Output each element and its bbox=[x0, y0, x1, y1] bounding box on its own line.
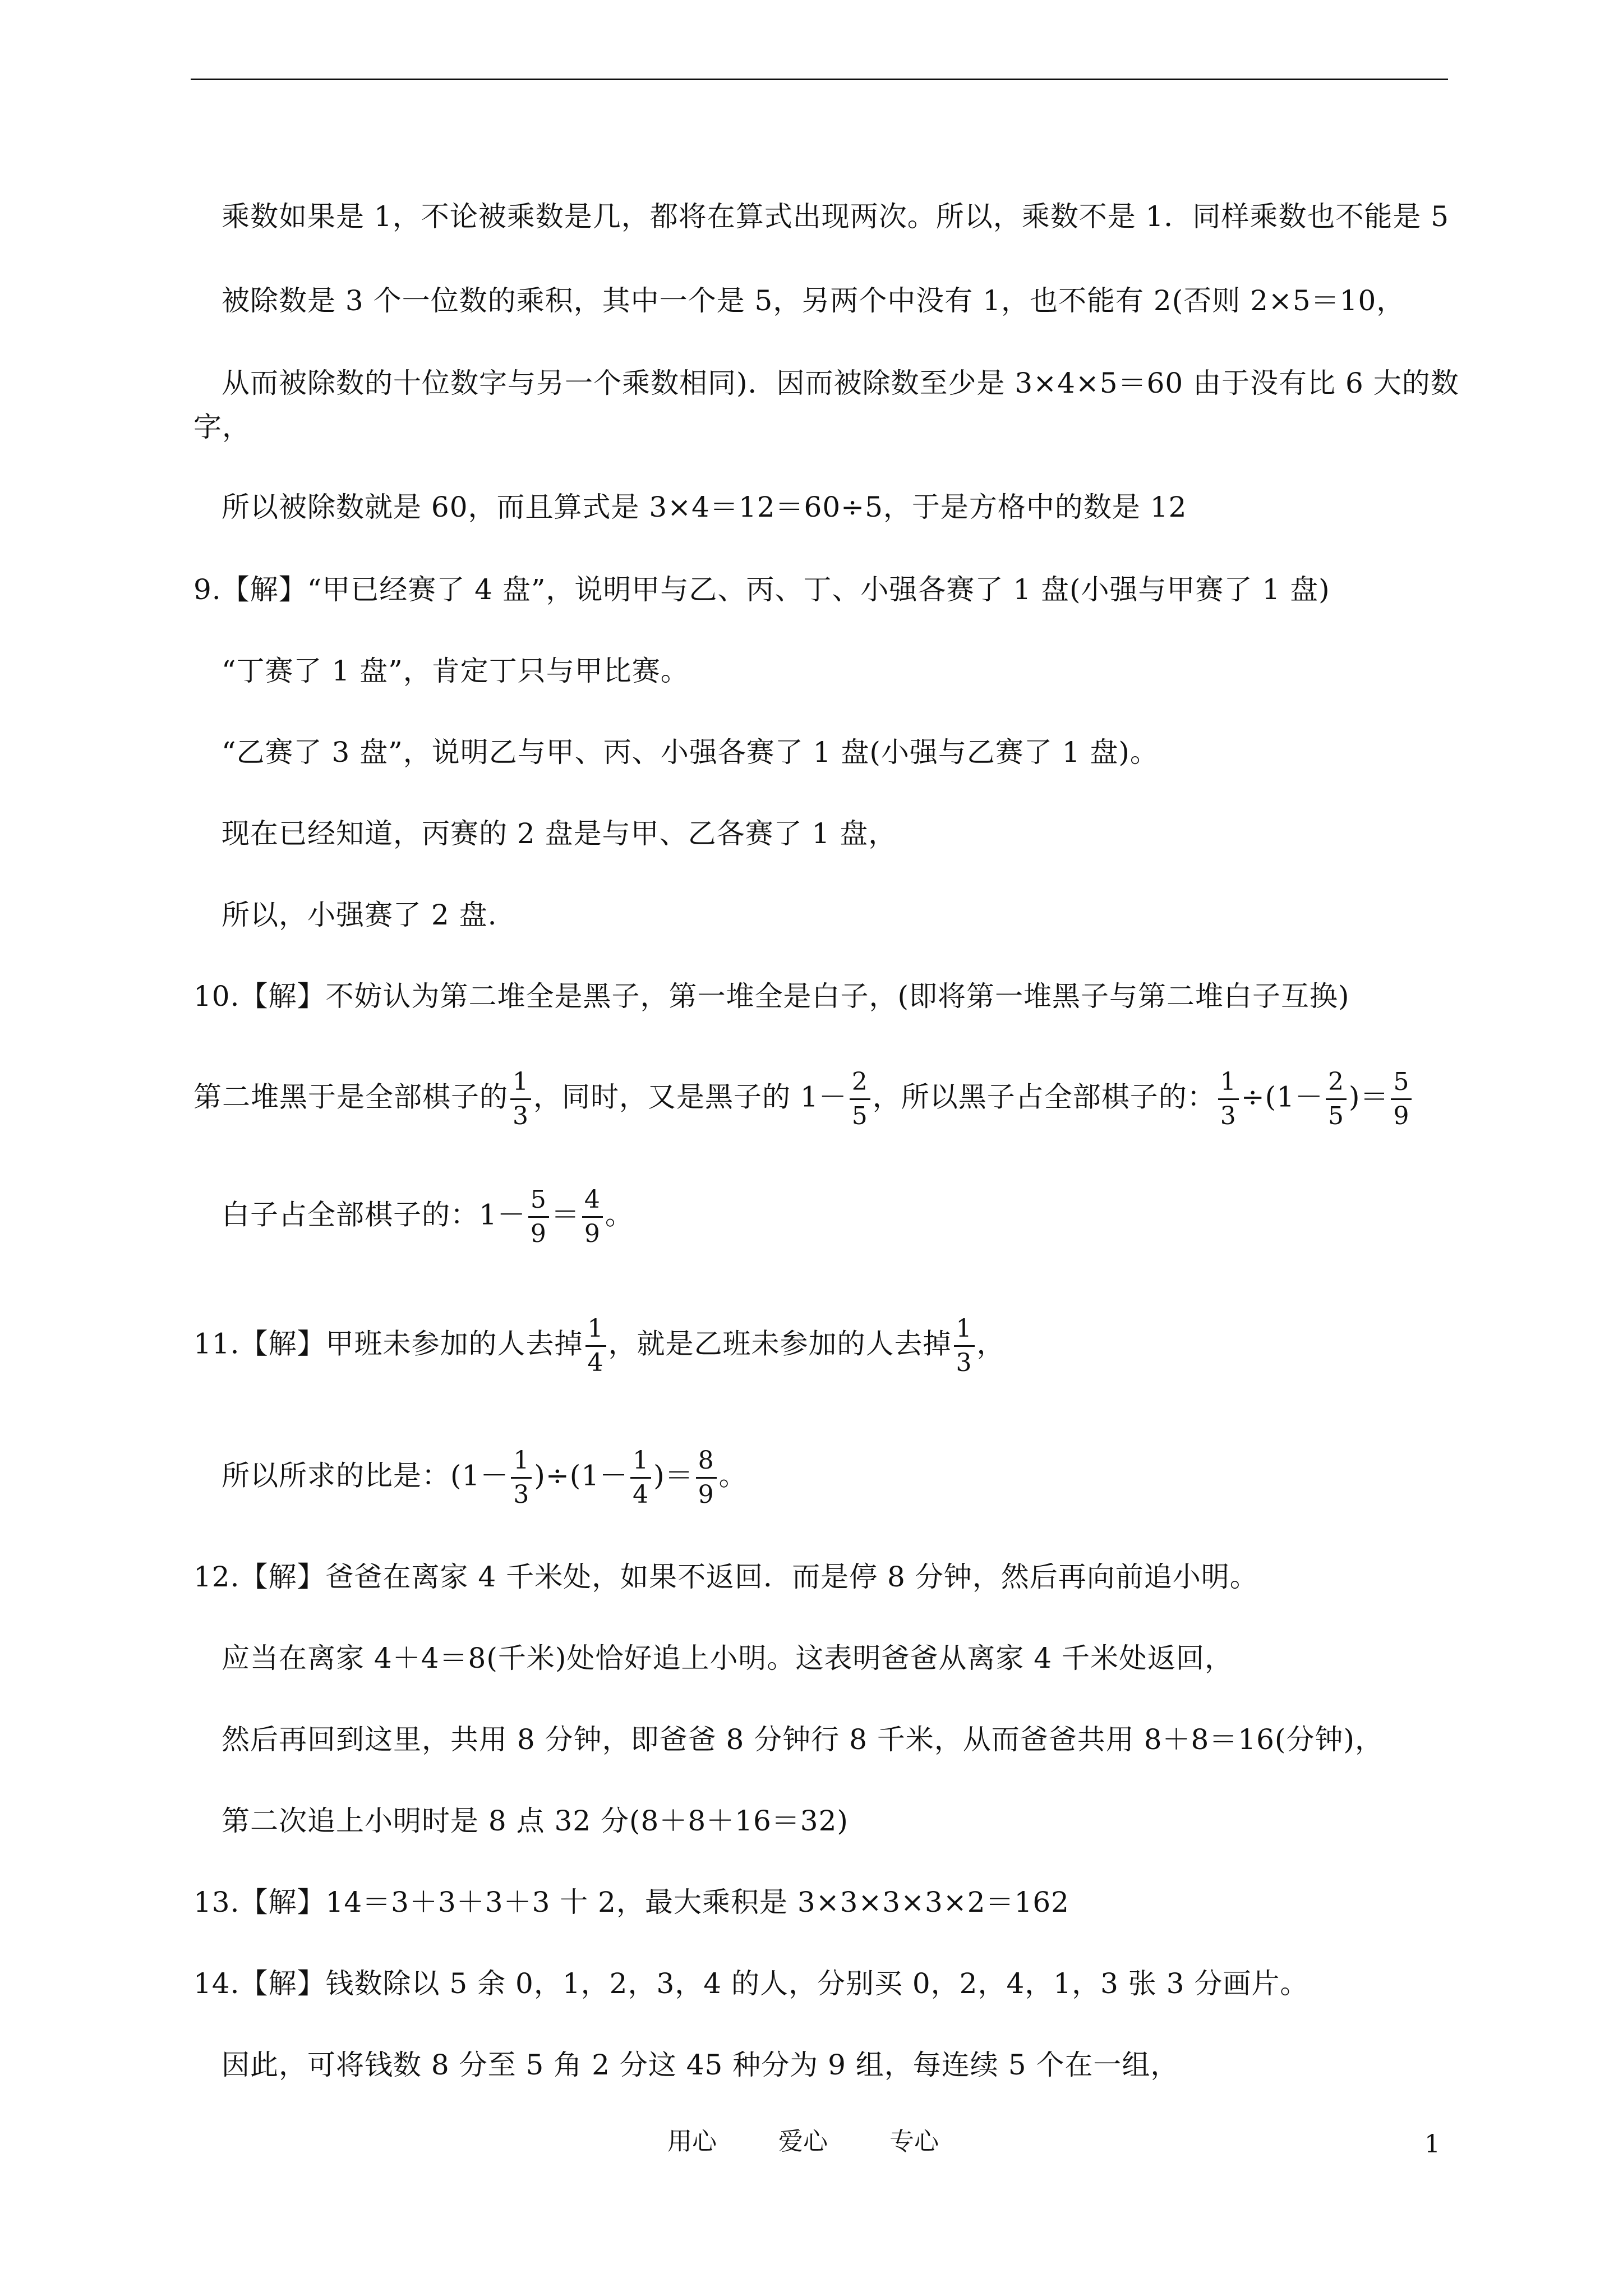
denominator: 9 bbox=[698, 1480, 714, 1509]
numerator: 1 bbox=[633, 1446, 649, 1475]
numerator: 1 bbox=[587, 1314, 604, 1343]
paragraph-line: “乙赛了 3 盘”，说明乙与甲、丙、小强各赛了 1 盘(小强与乙赛了 1 盘)。 bbox=[222, 736, 1159, 769]
paragraph-line-fractions bbox=[222, 1184, 634, 1250]
text-segment: )＝ bbox=[1348, 1080, 1389, 1114]
text-segment: ，所以黑子占全部棋子的： bbox=[872, 1080, 1216, 1114]
numerator: 4 bbox=[584, 1185, 601, 1214]
footer-word: 专心 bbox=[889, 2127, 939, 2156]
fraction bbox=[528, 1184, 549, 1250]
numerator: 2 bbox=[1327, 1068, 1344, 1096]
text-segment: )÷(1－ bbox=[534, 1459, 629, 1492]
fraction bbox=[511, 1444, 532, 1511]
denominator: 5 bbox=[1327, 1102, 1344, 1130]
footer-word: 爱心 bbox=[778, 2127, 828, 2156]
denominator: 4 bbox=[587, 1349, 604, 1377]
paragraph-line: 被除数是 3 个一位数的乘积，其中一个是 5，另两个中没有 1，也不能有 2(否则 2×5＝10， bbox=[222, 284, 1405, 317]
solution-12-heading: 12.【解】爸爸在离家 4 千米处，如果不返回．而是停 8 分钟，然后再向前追小明。 bbox=[193, 1561, 1258, 1593]
footer-motto bbox=[667, 2126, 1000, 2157]
numerator: 1 bbox=[1220, 1068, 1237, 1096]
paragraph-line: 第二次追上小明时是 8 点 32 分(8＋8＋16＝32) bbox=[222, 1805, 849, 1837]
paragraph-line: “丁赛了 1 盘”，肯定丁只与甲比赛。 bbox=[222, 655, 689, 687]
denominator: 4 bbox=[633, 1480, 649, 1509]
denominator: 9 bbox=[1393, 1102, 1410, 1130]
denominator: 9 bbox=[530, 1220, 547, 1248]
denominator: 3 bbox=[956, 1349, 972, 1377]
numerator: 1 bbox=[513, 1446, 530, 1475]
paragraph-line: 然后再回到这里，共用 8 分钟，即爸爸 8 分钟行 8 千米，从而爸爸共用 8＋8＝16(分钟)， bbox=[222, 1723, 1384, 1756]
numerator: 2 bbox=[851, 1068, 868, 1096]
paragraph-line-fractions bbox=[222, 1444, 748, 1511]
paragraph-line: 所以被除数就是 60，而且算式是 3×4＝12＝60÷5，于是方格中的数是 12 bbox=[222, 491, 1187, 523]
paragraph-line-fractions bbox=[193, 1066, 1414, 1133]
text-segment: ，就是乙班未参加的人去掉 bbox=[608, 1327, 952, 1360]
solution-11-heading bbox=[193, 1313, 1006, 1379]
denominator: 5 bbox=[851, 1102, 868, 1130]
numerator: 5 bbox=[1393, 1068, 1410, 1096]
denominator: 3 bbox=[513, 1102, 529, 1130]
text-segment: ÷(1－ bbox=[1241, 1080, 1324, 1114]
fraction bbox=[1326, 1066, 1347, 1133]
fraction bbox=[696, 1444, 717, 1511]
numerator: 8 bbox=[698, 1446, 714, 1475]
text-segment: 白子占全部棋子的：1－ bbox=[222, 1198, 526, 1231]
denominator: 3 bbox=[1220, 1102, 1237, 1130]
footer-word: 用心 bbox=[667, 2127, 717, 2156]
fraction bbox=[585, 1313, 606, 1379]
fraction bbox=[1218, 1066, 1239, 1133]
paragraph-line: 应当在离家 4＋4＝8(千米)处恰好追上小明。这表明爸爸从离家 4 千米处返回， bbox=[222, 1642, 1233, 1674]
numerator: 1 bbox=[513, 1068, 529, 1096]
fraction bbox=[954, 1313, 975, 1379]
fraction bbox=[850, 1066, 870, 1133]
text-segment: 11.【解】甲班未参加的人去掉 bbox=[193, 1327, 583, 1360]
fraction bbox=[510, 1066, 531, 1133]
denominator: 3 bbox=[513, 1480, 530, 1509]
denominator: 9 bbox=[584, 1220, 601, 1248]
paragraph-line: 乘数如果是 1，不论被乘数是几，都将在算式出现两次。所以，乘数不是 1．同样乘数也不能是 5 bbox=[222, 200, 1450, 233]
text-segment: 第二堆黑于是全部棋子的 bbox=[193, 1080, 508, 1114]
fraction bbox=[630, 1444, 651, 1511]
text-segment: 所以所求的比是：(1－ bbox=[222, 1459, 509, 1492]
paragraph-line: 所以，小强赛了 2 盘. bbox=[222, 899, 497, 931]
solution-9-heading: 9.【解】“甲已经赛了 4 盘”，说明甲与乙、丙、丁、小强各赛了 1 盘(小强与甲赛了 1 盘) bbox=[193, 573, 1330, 606]
page-number: 1 bbox=[1424, 2130, 1440, 2159]
text-segment: 。 bbox=[718, 1459, 748, 1492]
solution-14-heading: 14.【解】钱数除以 5 余 0，1，2，3，4 的人，分别买 0，2，4，1，3 张 3 分画片。 bbox=[193, 1967, 1309, 2000]
paragraph-line: 因此，可将钱数 8 分至 5 角 2 分这 45 种分为 9 组，每连续 5 个在一组， bbox=[222, 2049, 1179, 2081]
paragraph-line: 从而被除数的十位数字与另一个乘数相同)．因而被除数至少是 3×4×5＝60 由于没有比 6 大的数 bbox=[222, 367, 1459, 399]
text-segment: 。 bbox=[605, 1198, 634, 1231]
solution-13-heading: 13.【解】14＝3＋3＋3＋3 十 2，最大乘积是 3×3×3×3×2＝162 bbox=[193, 1886, 1069, 1918]
text-segment: )＝ bbox=[653, 1459, 694, 1492]
fraction bbox=[582, 1184, 603, 1250]
text-segment: ， bbox=[976, 1327, 1006, 1360]
header-rule bbox=[191, 79, 1448, 80]
paragraph-line: 字， bbox=[193, 411, 251, 443]
text-segment: ，同时，又是黑子的 1－ bbox=[533, 1080, 847, 1114]
numerator: 5 bbox=[530, 1185, 547, 1214]
numerator: 1 bbox=[956, 1314, 972, 1343]
solution-10-heading: 10.【解】不妨认为第二堆全是黑子，第一堆全是白子，(即将第一堆黑子与第二堆白子互换) bbox=[193, 980, 1350, 1013]
fraction bbox=[1391, 1066, 1412, 1133]
text-segment: ＝ bbox=[551, 1198, 580, 1231]
paragraph-line: 现在已经知道，丙赛的 2 盘是与甲、乙各赛了 1 盘， bbox=[222, 817, 897, 850]
